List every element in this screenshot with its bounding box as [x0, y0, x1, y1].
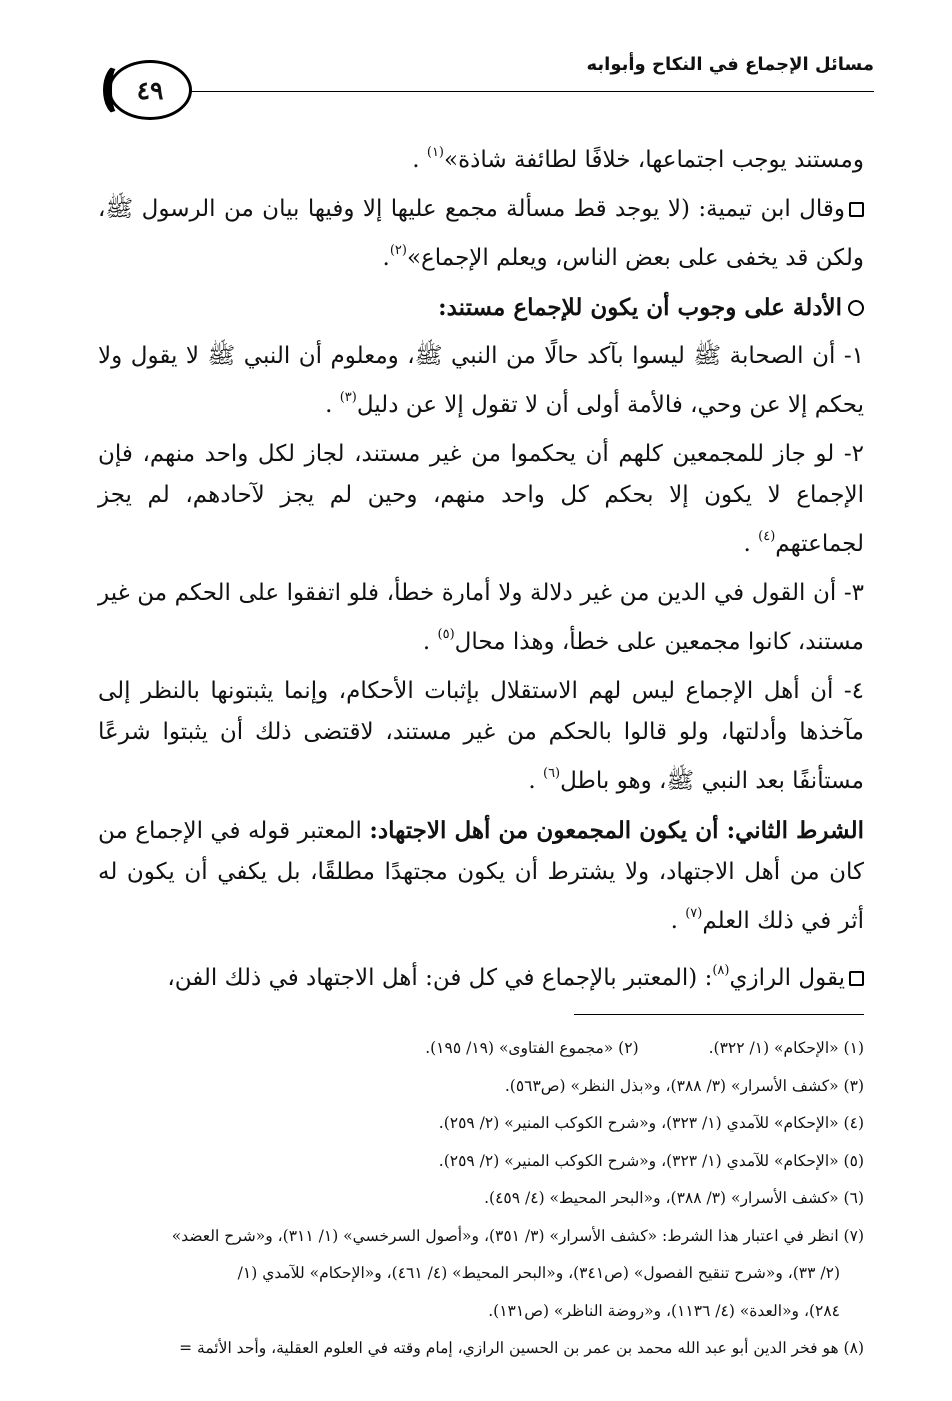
- circle-bullet-icon: [848, 300, 864, 316]
- paragraph-tail: .: [412, 147, 427, 173]
- evidence-item-4: [98, 671, 864, 802]
- paragraph-text: ٤- أن أهل الإجماع ليس لهم الاستقلال بإثبات الأحكام، وإنما يثبتونها بالنظر إلى مآخذها وأدلتها، ولو قالوا بالحكم من غير مستند، لاقتضى ذلك أن يثبتوا شرعًا مستأنفًا بعد النبي ﷺ، وهو باطل: [98, 678, 864, 794]
- running-title: مسائل الإجماع في النكاح وأبوابه: [586, 54, 874, 75]
- footnote-ref: (٨): [712, 963, 730, 978]
- footnotes: [92, 1030, 864, 1368]
- evidence-item-2: [98, 434, 864, 565]
- paragraph-text: ومستند يوجب اجتماعها، خلافًا لطائفة شاذة»: [444, 147, 864, 173]
- page-header: [108, 50, 874, 122]
- footnote-4: (٤) «الإحكام» للآمدي (١/ ٣٢٣)، و«شرح الكوكب المنير» (٢/ ٢٥٩).: [438, 1114, 864, 1132]
- footnote-5: (٥) «الإحكام» للآمدي (١/ ٣٢٣)، و«شرح الكوكب المنير» (٢/ ٢٥٩).: [438, 1151, 864, 1170]
- footnote-ref: (٧): [685, 906, 703, 921]
- main-text: [98, 132, 864, 1007]
- page-number-badge: [108, 60, 192, 120]
- paragraph-text: يقول الرازي: [729, 965, 845, 991]
- heading-text: الأدلة على وجوب أن يكون للإجماع مستند:: [438, 294, 842, 321]
- footnote-2: (٢) «مجموع الفتاوى» (١٩/ ١٩٥).: [425, 1039, 639, 1057]
- footnote-ref: (١): [426, 145, 444, 160]
- paragraph-tail: .: [743, 531, 759, 557]
- paragraph-text: المعتبر قوله في الإجماع من كان من أهل الاجتهاد، ولا يشترط أن يكون مجتهدًا مطلقًا، بل يكفي أن يكون له أثر في ذلك العلم: [98, 818, 864, 934]
- footnote-ref: (٥): [437, 627, 455, 642]
- footnote-separator: [574, 1014, 864, 1015]
- page-number: ٤٩: [136, 75, 164, 105]
- paragraph-tail: .: [670, 908, 686, 934]
- second-condition-paragraph: [98, 810, 864, 942]
- footnote-ref: (٤): [758, 529, 776, 544]
- paragraph-text: ٣- أن القول في الدين من غير دلالة ولا أمارة خطأ، فلو اتفقوا على الحكم من غير مستند، كانوا مجمعين على خطأ، وهذا محال: [98, 580, 864, 655]
- paragraph-text: ٢- لو جاز للمجمعين كلهم أن يحكموا من غير مستند، لجاز لكل واحد منهم، فإن الإجماع لا يكون إلا بحكم كل واحد منهم، وحين لم يجز لآحادهم، لم يجز لجماعتهم: [98, 441, 864, 557]
- paragraph-text: ١- أن الصحابة ﷺ ليسوا بآكد حالًا من النبي ﷺ، ومعلوم أن النبي ﷺ لا يقول ولا يحكم إلا عن وحي، فالأمة أولى أن لا تقول إلا عن دليل: [98, 343, 864, 418]
- footnote-3: (٣) «كشف الأسرار» (٣/ ٣٨٨)، و«بذل النظر» (ص٥٦٣).: [504, 1076, 864, 1095]
- footnote-line-1-2: [92, 1030, 864, 1068]
- evidence-item-1: [98, 336, 864, 426]
- paragraph-ibn-taymiyyah: [98, 189, 864, 279]
- evidence-item-3: [98, 573, 864, 663]
- footnote-ref: (٣): [339, 390, 357, 405]
- footnote-7-line-1: (٧) انظر في اعتبار هذا الشرط: «كشف الأسرار» (٣/ ٣٥١)، و«أصول السرخسي» (١/ ٣١١)، و«شرح العضد»: [171, 1226, 864, 1245]
- footnote-7-line-2: (٢/ ٣٣)، و«شرح تنقيح الفصول» (ص٣٤١)، و«البحر المحيط» (٤/ ٤٦١)، و«الإحكام» للآمدي (١/: [237, 1264, 840, 1282]
- square-bullet-icon: [849, 202, 864, 217]
- header-rule: [186, 91, 874, 92]
- footnote-8: (٨) هو فخر الدين أبو عبد الله محمد بن عمر بن الحسين الرازي، إمام وقته في العلوم العقلية، وأحد الأئمة =: [179, 1339, 864, 1357]
- paragraph-tail: .: [528, 768, 543, 794]
- paragraph-tail: .: [382, 245, 390, 271]
- paragraph-continuation: [98, 132, 864, 181]
- footnote-ref: (٦): [542, 766, 561, 781]
- paragraph-tail: : (المعتبر بالإجماع في كل فن: أهل الاجتهاد في ذلك الفن،: [167, 965, 713, 991]
- paragraph-text: وقال ابن تيمية: (لا يوجد قط مسألة مجمع عليها إلا وفيها بيان من الرسول ﷺ، ولكن قد يخفى على بعض الناس، ويعلم الإجماع»: [98, 196, 864, 271]
- footnote-ref: (٢): [389, 243, 407, 258]
- paragraph-tail: .: [422, 629, 438, 655]
- section-heading-evidence: [98, 287, 864, 328]
- footnote-7-line-3: ٢٨٤)، و«العدة» (٤/ ١١٣٦)، و«روضة الناظر» (ص١٣١).: [488, 1301, 840, 1320]
- condition-heading: الشرط الثاني: أن يكون المجمعون من أهل الاجتهاد:: [369, 817, 864, 844]
- paragraph-tail: .: [325, 392, 340, 418]
- square-bullet-icon: [849, 971, 864, 986]
- razi-quote-paragraph: [98, 950, 864, 999]
- footnote-6: (٦) «كشف الأسرار» (٣/ ٣٨٨)، و«البحر المحيط» (٤/ ٤٥٩).: [484, 1189, 864, 1207]
- footnote-1: (١) «الإحكام» (١/ ٣٢٢).: [708, 1039, 864, 1057]
